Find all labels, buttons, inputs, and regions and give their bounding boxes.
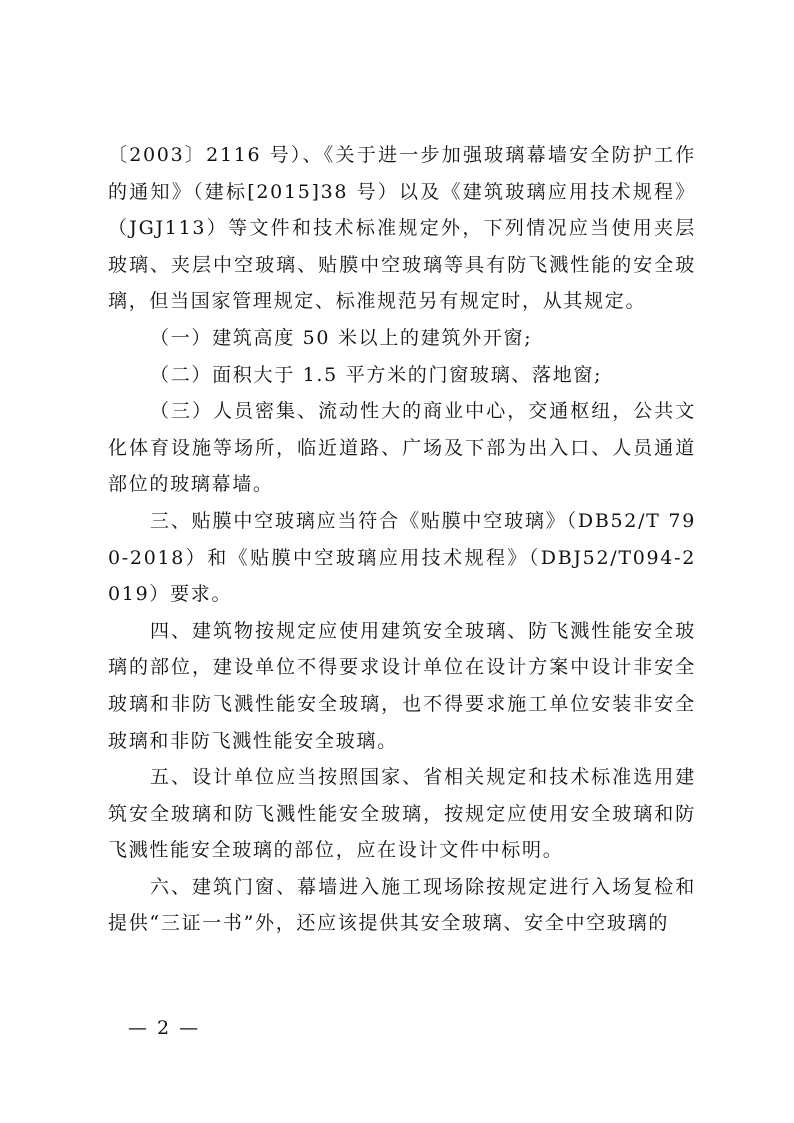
paragraph-section-5: 五、设计单位应当按照国家、省相关规定和技术标准选用建筑安全玻璃和防飞溅性能安全玻璃，按规定应使用安全玻璃和防飞溅性能安全玻璃的部位，应在设计文件中标明。 [108, 766, 696, 862]
paragraph-item-1: （一）建筑高度 50 米以上的建筑外开窗; [150, 326, 533, 349]
paragraph-section-3: 三、贴膜中空玻璃应当符合《贴膜中空玻璃》（DB52/T 790-2018）和《贴膜中空玻璃应用技术规程》（DBJ52/T094-2019）要求。 [108, 509, 696, 606]
paragraph-continuation: 〔2003〕2116 号）、《关于进一步加强玻璃幕墙安全防护工作的通知》（建标[2015]38 号）以及《建筑玻璃应用技术规程》（JGJ113）等文件和技术标准规定外，下列情况应当使用夹层玻璃、夹层中空玻璃、贴膜中空玻璃等具有防飞溅性能的安全玻璃，但当国家管理规定、标准规范另有规定时，从其规定。 [108, 144, 696, 313]
paragraph-item-3: （三）人员密集、流动性大的商业中心，交通枢纽，公共文化体育设施等场所，临近道路、广场及下部为出入口、人员通道部位的玻璃幕墙。 [108, 400, 696, 496]
page-number: — 2 — [128, 1017, 201, 1039]
paragraph-section-6: 六、建筑门窗、幕墙进入施工现场除按规定进行入场复检和提供“三证一书”外，还应该提供其安全玻璃、安全中空玻璃的 [108, 875, 696, 935]
body-text [108, 137, 696, 942]
paragraph-item-2: （二）面积大于 1.5 平方米的门窗玻璃、落地窗; [150, 363, 603, 386]
paragraph-section-4: 四、建筑物按规定应使用建筑安全玻璃、防飞溅性能安全玻璃的部位，建设单位不得要求设计单位在设计方案中设计非安全玻璃和非防飞溅性能安全玻璃，也不得要求施工单位安装非安全玻璃和非防飞溅性能安全玻璃。 [108, 619, 696, 752]
